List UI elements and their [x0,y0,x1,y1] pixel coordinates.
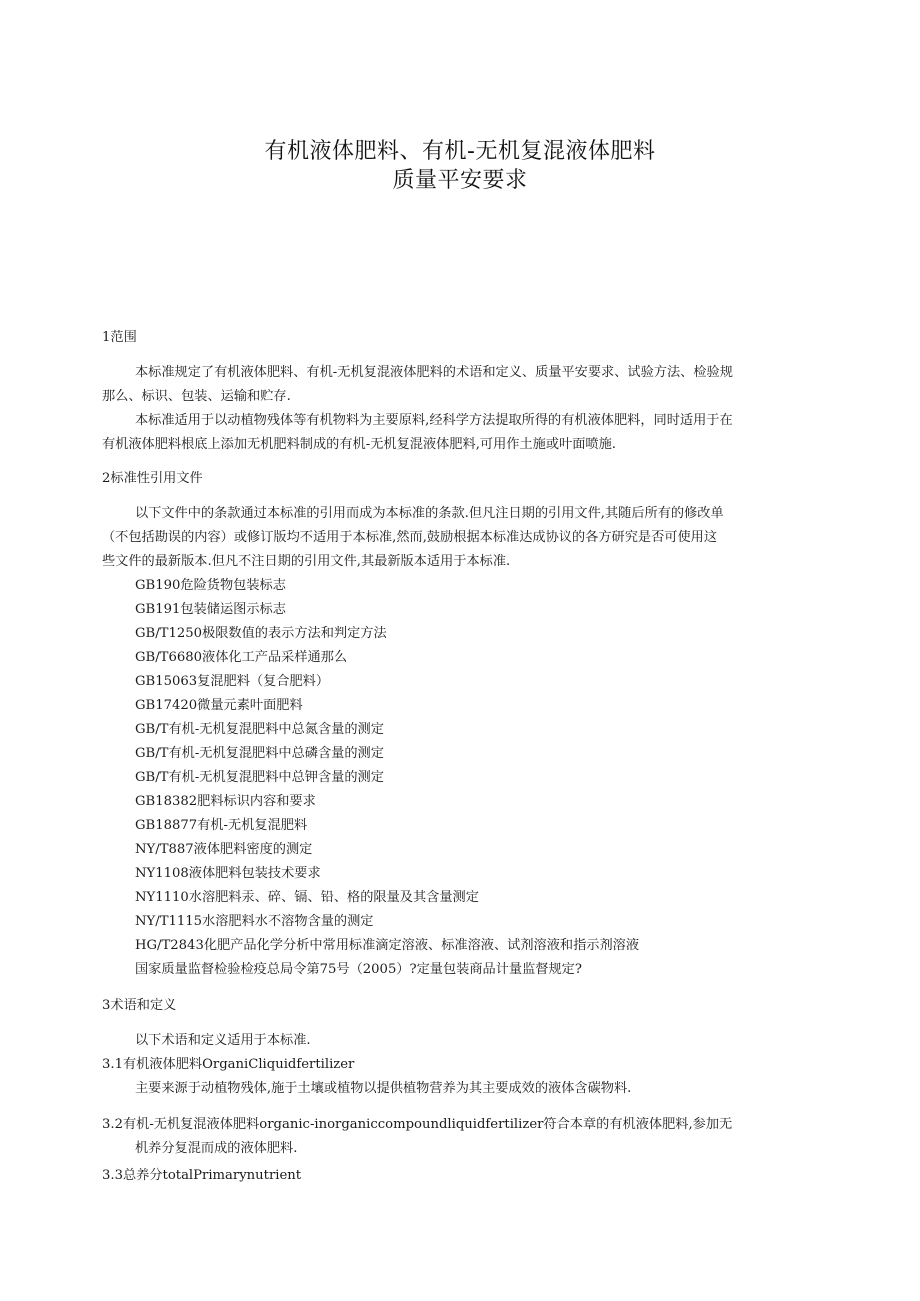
reference-item: GB18382肥料标识内容和要求 [135,794,316,809]
reference-item: GB/T有机-无机复混肥料中总氮含量的测定 [135,722,384,737]
section-3-heading: 3术语和定义 [102,998,177,1013]
section-2-paragraph-line-2: （不包括勘误的内容）或修订版均不适用于本标准,然而,鼓励根据本标准达成协议的各方研究是否可使用这 [102,530,718,545]
reference-item: GB17420微量元素叶面肥料 [135,698,303,713]
reference-item: 国家质量监督检验检疫总局令第75号（2005）?定量包装商品计量监督规定? [135,962,582,977]
section-1-paragraph-1-line-1: 本标准规定了有机液体肥料、有机-无机复混液体肥料的术语和定义、质量平安要求、试验方法、检验规 [135,365,733,380]
definition-3-1-title: 3.1有机液体肥料OrganiCliquidfertilizer [102,1057,355,1072]
definition-3-3-title: 3.3总养分totalPrimarynutrient [102,1168,302,1183]
reference-item: NY1108液体肥料包装技术要求 [135,866,321,881]
reference-item: GB190危险货物包装标志 [135,578,286,593]
section-1-paragraph-1-line-2: 那么、标识、包装、运输和贮存. [102,389,291,404]
reference-item: NY/T887液体肥料密度的测定 [135,842,313,857]
section-2-paragraph-line-3: 些文件的最新版本.但凡不注日期的引用文件,其最新版本适用于本标准. [102,554,511,569]
reference-item: GB191包装储运图示标志 [135,602,286,617]
reference-item: GB/T有机-无机复混肥料中总钾含量的测定 [135,770,384,785]
definition-3-2-line-2: 机养分复混而成的液体肥料. [135,1141,298,1156]
document-title-line-2: 质量平安要求 [392,168,528,193]
reference-item: GB18877有机-无机复混肥料 [135,818,308,833]
reference-item: GB15063复混肥料（复合肥料） [135,674,330,689]
definition-3-2-line-1: 3.2有机-无机复混液体肥料organic-inorganiccompoundliquidfertilizer符合本章的有机液体肥料,参加无 [102,1117,733,1132]
reference-item: GB/T有机-无机复混肥料中总磷含量的测定 [135,746,384,761]
reference-item: NY/T1115水溶肥料水不溶物含量的测定 [135,914,374,929]
section-2-heading: 2标准性引用文件 [102,471,203,486]
document-title-line-1: 有机液体肥料、有机-无机复混液体肥料 [264,139,656,164]
reference-item: GB/T1250极限数值的表示方法和判定方法 [135,626,387,641]
section-3-intro: 以下术语和定义适用于本标准. [135,1033,311,1048]
reference-item: HG/T2843化肥产品化学分析中常用标准滴定溶液、标准溶液、试剂溶液和指示剂溶液 [135,938,640,953]
definition-3-1-body: 主要来源于动植物残体,施于土壤或植物以提供植物营养为其主要成效的液体含碳物料. [135,1081,632,1096]
section-1-paragraph-2-line-1: 本标准适用于以动植物残体等有机物料为主要原料,经科学方法提取所得的有机液体肥料，同时适用于在 [135,413,733,428]
reference-item: GB/T6680液体化工产品采样通那么 [135,650,348,665]
section-2-paragraph-line-1: 以下文件中的条款通过本标准的引用而成为本标准的条款.但凡注日期的引用文件,其随后所有的修改单 [135,506,724,521]
section-1-heading: 1范围 [102,330,137,345]
reference-item: NY1110水溶肥料汞、碎、镉、铅、格的限量及其含量测定 [135,890,479,905]
section-1-paragraph-2-line-2: 有机液体肥料根底上添加无机肥料制成的有机-无机复混液体肥料,可用作土施或叶面喷施. [102,437,616,452]
